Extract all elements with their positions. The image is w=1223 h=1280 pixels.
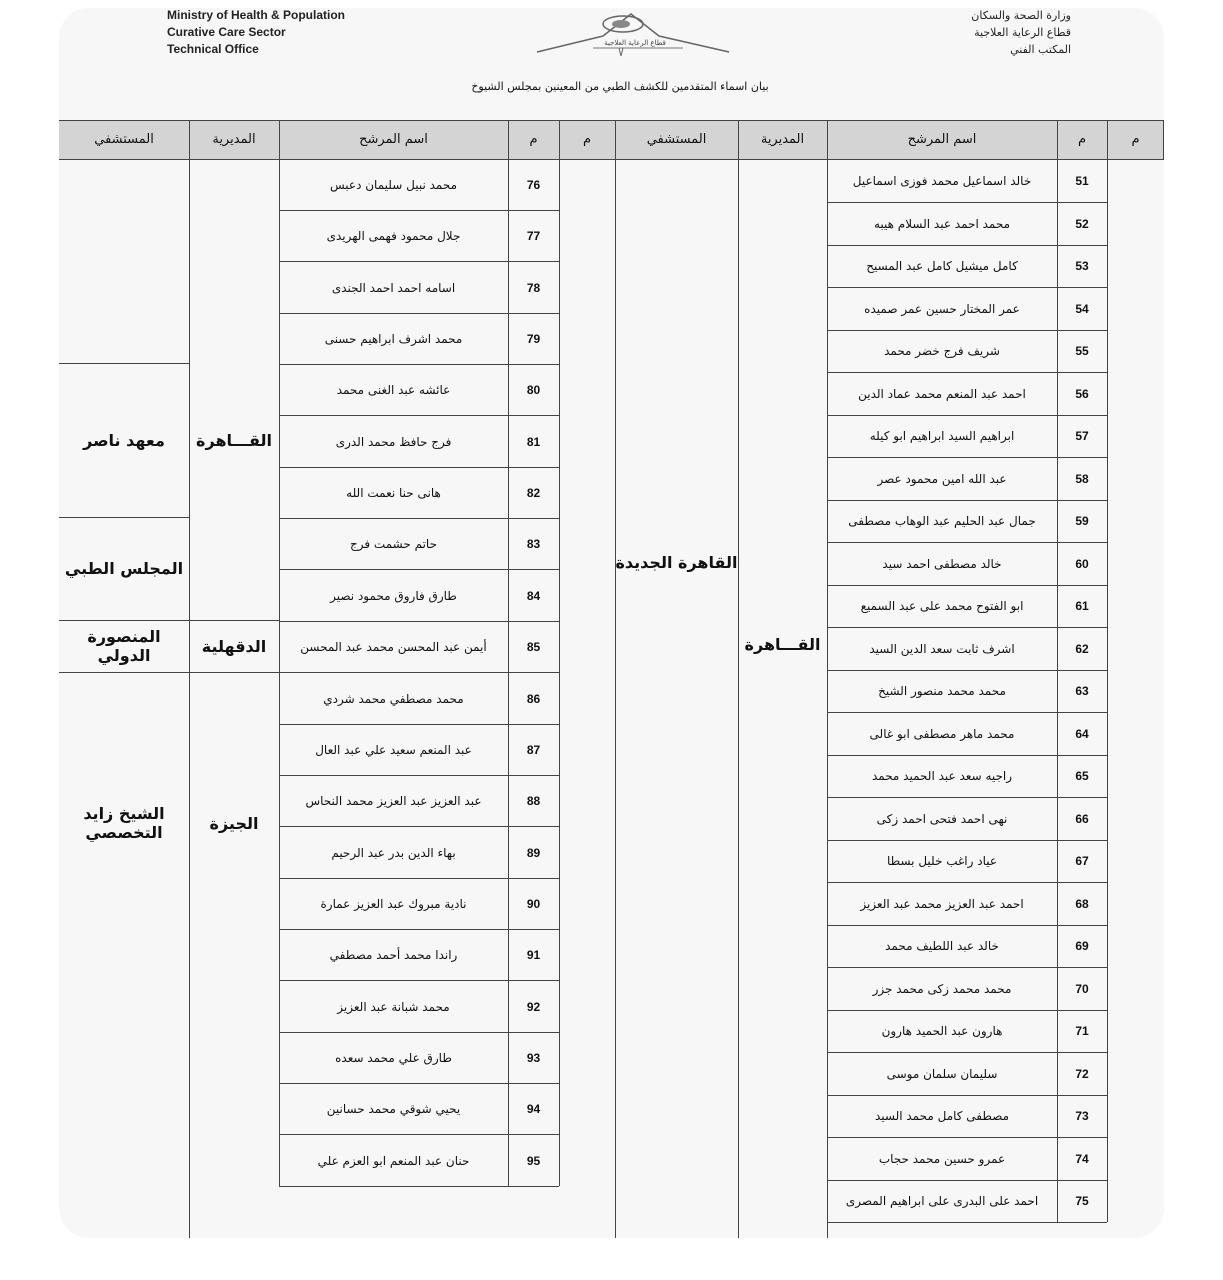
hospital-new-cairo: القاهرة الجديدة xyxy=(615,552,738,572)
row-number: 61 xyxy=(1075,598,1089,613)
arabic-header-line: المكتب الفني xyxy=(1010,43,1071,56)
row-number: 62 xyxy=(1075,641,1089,656)
candidate-name: خالد اسماعيل محمد فوزى اسماعيل xyxy=(852,173,1032,188)
arabic-header-line: قطاع الرعاية العلاجية xyxy=(974,26,1071,39)
col-header-number-right: م xyxy=(1077,132,1087,147)
candidate-name: سليمان سلمان موسى xyxy=(886,1066,998,1081)
row-number: 59 xyxy=(1075,513,1089,528)
hospital-sheikh-zayed: الشيخ زايد التخصصي xyxy=(83,804,165,842)
row-number: 56 xyxy=(1075,386,1089,401)
hospital-nasser-institute: معهد ناصر xyxy=(83,430,165,450)
candidate-name: بهاء الدين بدر عبد الرحيم xyxy=(331,845,456,860)
english-header-line: Ministry of Health & Population xyxy=(167,8,346,22)
directorate-dakahlia: الدقهلية xyxy=(201,636,267,656)
col-header-directorate-left: المديرية xyxy=(212,132,256,147)
row-number: 94 xyxy=(526,1101,541,1116)
row-number: 93 xyxy=(526,1050,541,1065)
candidate-name: عائشه عبد الغنى محمد xyxy=(336,382,451,397)
hospital-mansoura-international: المنصورة الدولي xyxy=(87,627,161,665)
col-header-name-left: اسم المرشح xyxy=(359,132,428,147)
row-divider xyxy=(827,1222,1107,1223)
row-number: 82 xyxy=(526,485,541,500)
row-number: 95 xyxy=(526,1153,541,1168)
candidate-name: نهى احمد فتحى احمد زكى xyxy=(876,811,1008,826)
row-number: 91 xyxy=(526,947,541,962)
candidate-name: عبد العزيز عبد العزيز محمد النحاس xyxy=(305,793,482,808)
english-header xyxy=(167,7,345,58)
candidate-name: جلال محمود فهمى الهريدى xyxy=(326,228,461,243)
table-right-border xyxy=(1163,120,1164,159)
candidate-name: محمد محمد منصور الشيخ xyxy=(878,683,1006,698)
candidate-name: عياد راغب خليل بسطا xyxy=(886,853,998,868)
candidate-name: راندا محمد أحمد مصطفي xyxy=(329,947,458,962)
row-number: 88 xyxy=(526,793,541,808)
candidate-name: أيمن عبد المحسن محمد عبد المحسن xyxy=(300,639,487,654)
row-number: 84 xyxy=(526,588,541,603)
table-top-border xyxy=(59,120,1164,121)
row-number: 78 xyxy=(526,280,541,295)
candidate-name: اشرف ثابت سعد الدين السيد xyxy=(869,641,1015,656)
ministry-logo xyxy=(533,8,733,58)
col-header-index-left: م xyxy=(582,132,592,147)
hospital-medical-council: المجلس الطبي xyxy=(64,559,184,578)
candidate-name: طارق فاروق محمود نصير xyxy=(330,588,457,603)
row-number: 70 xyxy=(1075,981,1089,996)
candidate-name: طارق علي محمد سعده xyxy=(335,1050,452,1065)
candidate-name: شريف فرج خضر محمد xyxy=(884,343,1000,358)
candidate-name: ابراهيم السيد ابراهيم ابو كيله xyxy=(869,428,1015,443)
candidate-name: عمرو حسين محمد حجاب xyxy=(878,1151,1006,1166)
document-title: بيان اسماء المتقدمين للكشف الطبي من المعينين بمجلس الشيوخ xyxy=(471,80,769,93)
col-header-hospital-left: المستشفي xyxy=(94,132,154,147)
candidate-name: احمد عبد المنعم محمد عماد الدين xyxy=(858,386,1026,401)
col-header-number-left: م xyxy=(529,132,538,147)
candidate-name: محمد ماهر مصطفى ابو غالى xyxy=(869,726,1015,741)
row-number: 57 xyxy=(1075,428,1089,443)
row-number: 86 xyxy=(526,691,541,706)
candidate-name: ابو الفتوح محمد على عبد السميع xyxy=(860,598,1024,613)
row-number: 52 xyxy=(1075,216,1089,231)
row-number: 92 xyxy=(526,999,541,1014)
directorate-cairo-left: القـــاهرة xyxy=(196,431,272,450)
candidate-name: مصطفى كامل محمد السيد xyxy=(874,1108,1010,1123)
row-number: 79 xyxy=(526,331,541,346)
candidate-name: محمد احمد عبد السلام هيبه xyxy=(873,216,1011,231)
candidate-name: هانى حنا نعمت الله xyxy=(346,485,441,500)
row-number: 87 xyxy=(526,742,541,757)
row-number: 68 xyxy=(1075,896,1089,911)
col-header-index-right: م xyxy=(1131,132,1140,147)
arabic-header-line: وزارة الصحة والسكان xyxy=(971,9,1071,22)
row-number: 60 xyxy=(1075,556,1089,571)
row-number: 73 xyxy=(1075,1108,1089,1123)
row-divider xyxy=(279,1186,559,1187)
candidate-name: محمد نبيل سليمان دعبس xyxy=(330,177,458,192)
row-number: 64 xyxy=(1075,726,1089,741)
row-number: 83 xyxy=(526,536,541,551)
candidate-name: محمد شبانة عبد العزيز xyxy=(337,999,450,1014)
row-number: 74 xyxy=(1075,1151,1089,1166)
row-number: 55 xyxy=(1075,343,1089,358)
row-number: 90 xyxy=(526,896,541,911)
english-header-line: Curative Care Sector xyxy=(167,25,286,39)
row-number: 53 xyxy=(1075,258,1089,273)
row-number: 72 xyxy=(1075,1066,1089,1081)
candidate-name: خالد عبد اللطيف محمد xyxy=(885,938,999,953)
candidate-name: يحيي شوقي محمد حسانين xyxy=(326,1101,461,1116)
row-number: 51 xyxy=(1075,173,1089,188)
candidate-name: راجيه سعد عبد الحميد محمد xyxy=(871,768,1013,783)
col-header-hospital-right: المستشفي xyxy=(646,132,707,147)
candidate-name: هارون عبد الحميد هارون xyxy=(881,1023,1003,1038)
directorate-giza: الجيزة xyxy=(209,813,259,833)
directorate-cairo-right: القـــاهرة xyxy=(744,634,821,654)
row-number: 63 xyxy=(1075,683,1089,698)
row-number: 85 xyxy=(526,639,541,654)
english-header-line: Technical Office xyxy=(167,42,259,56)
row-number: 76 xyxy=(526,177,541,192)
row-number: 69 xyxy=(1075,938,1089,953)
col-divider xyxy=(1107,120,1108,1222)
candidate-name: جمال عبد الحليم عبد الوهاب مصطفى xyxy=(848,513,1036,528)
col-header-name-right: اسم المرشح xyxy=(907,132,977,147)
row-number: 67 xyxy=(1075,853,1089,868)
row-number: 77 xyxy=(526,228,541,243)
candidate-name: محمد اشرف ابراهيم حسنى xyxy=(324,331,463,346)
candidate-name: عمر المختار حسين عمر صميده xyxy=(864,301,1020,316)
candidate-name: فرج حافظ محمد الدرى xyxy=(335,434,452,449)
row-number: 75 xyxy=(1075,1193,1089,1208)
col-header-directorate-right: المديرية xyxy=(760,132,805,147)
row-number: 65 xyxy=(1075,768,1089,783)
col-divider xyxy=(559,120,560,1186)
row-number: 54 xyxy=(1075,301,1089,316)
row-number: 80 xyxy=(526,382,541,397)
candidate-name: محمد مصطفي محمد شردي xyxy=(323,691,464,706)
candidate-name: اسامه احمد احمد الجندى xyxy=(331,280,456,295)
candidate-name: عبد الله امين محمود عصر xyxy=(877,471,1007,486)
row-number: 66 xyxy=(1075,811,1089,826)
row-number: 58 xyxy=(1075,471,1089,486)
candidate-name: نادية مبروك عبد العزيز عمارة xyxy=(320,896,467,911)
candidate-name: حنان عبد المنعم ابو العزم علي xyxy=(317,1153,470,1168)
candidate-name: حاتم حشمت فرج xyxy=(350,536,437,551)
row-number: 71 xyxy=(1075,1023,1089,1038)
row-number: 81 xyxy=(526,434,541,449)
candidate-name: احمد على البدرى على ابراهيم المصرى xyxy=(845,1193,1039,1208)
candidate-name: عبد المنعم سعيد علي عبد العال xyxy=(315,742,472,757)
row-number: 89 xyxy=(526,845,541,860)
candidate-name: احمد عبد العزيز محمد عبد العزيز xyxy=(860,896,1024,911)
candidate-name: محمد محمد زكى محمد جزر xyxy=(872,981,1012,996)
candidate-name: خالد مصطفى احمد سيد xyxy=(882,556,1002,571)
arabic-header xyxy=(971,7,1071,58)
candidate-name: كامل ميشيل كامل عبد المسيح xyxy=(866,258,1018,273)
logo-text: قطاع الرعاية العلاجية xyxy=(604,39,666,47)
